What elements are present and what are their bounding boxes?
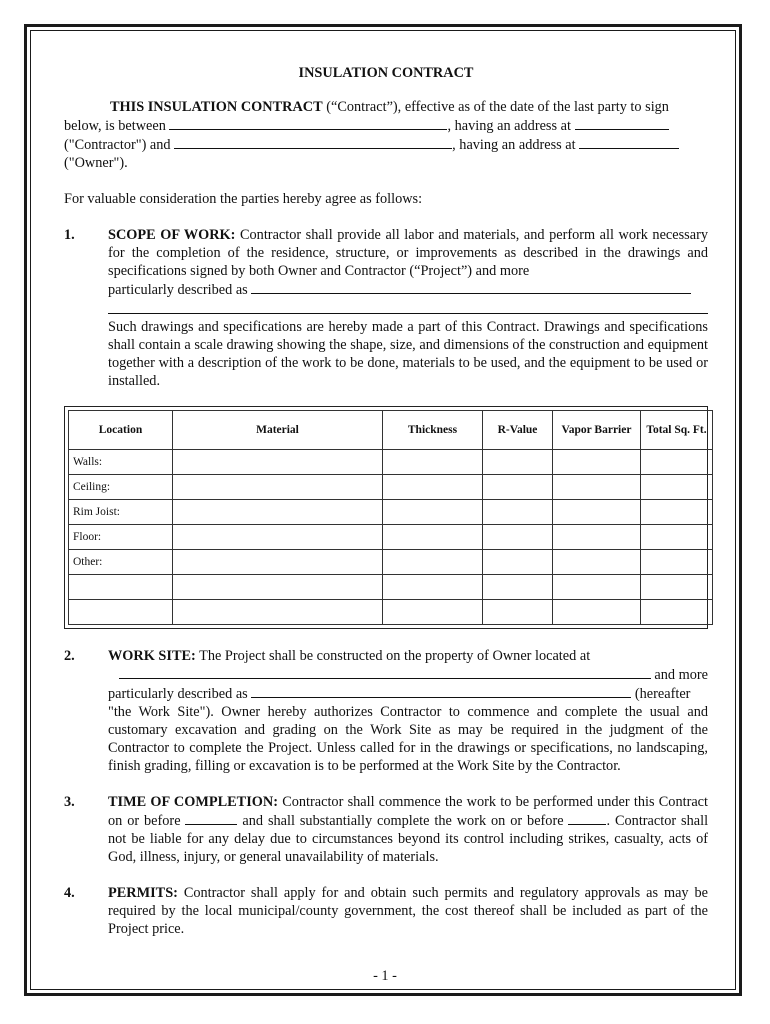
table-row — [69, 525, 713, 550]
intro-line-3 — [64, 135, 708, 154]
table-cell[interactable] — [553, 450, 641, 475]
header-material: Material — [173, 411, 383, 450]
table-row — [69, 600, 713, 625]
section-1-heading: SCOPE OF WORK: — [108, 227, 236, 243]
table-row — [69, 450, 713, 475]
owner-name-blank[interactable] — [174, 135, 452, 149]
table-row — [69, 500, 713, 525]
section-scope-of-work — [64, 226, 708, 390]
header-total-sq-ft: Total Sq. Ft. — [641, 411, 713, 450]
section-1-para2: Such drawings and specifications are hereby made a part of this Contract. Drawings and specifications shall contain a scale drawing showing the shape, size, and dimensions of the construction and equipment together with a description of the work to be done, materials to be used, and the equipment to be used or installed. — [108, 319, 708, 389]
table-cell[interactable] — [173, 475, 383, 500]
table-cell[interactable] — [483, 575, 553, 600]
section-4-text — [108, 884, 708, 938]
table-cell[interactable] — [641, 475, 713, 500]
table-cell[interactable] — [173, 600, 383, 625]
table-cell[interactable] — [483, 525, 553, 550]
work-site-description-blank[interactable] — [251, 684, 631, 698]
section-3-number: 3. — [64, 794, 75, 810]
section-2-hereafter: (hereafter — [634, 686, 691, 702]
section-3-body-a: Contractor shall commence the work to be performed under this Contract on or before — [108, 794, 708, 829]
intro-line-2 — [64, 116, 708, 135]
row-label: Other: — [69, 550, 173, 575]
project-description-blank[interactable] — [251, 280, 691, 294]
header-r-value: R-Value — [483, 411, 553, 450]
section-2-described-label: particularly described as — [108, 686, 248, 702]
table-cell[interactable] — [383, 500, 483, 525]
table-cell[interactable] — [383, 600, 483, 625]
table-cell[interactable] — [483, 500, 553, 525]
header-vapor-barrier: Vapor Barrier — [553, 411, 641, 450]
section-3-text — [108, 793, 708, 866]
work-site-location-blank[interactable] — [119, 665, 651, 679]
intro-line1-rest: (“Contract”), effective as of the date of the last party to sign — [322, 99, 669, 115]
section-4-heading: PERMITS: — [108, 885, 178, 901]
contractor-label: ("Contractor") and — [64, 137, 171, 153]
intro-line-1 — [64, 98, 708, 116]
owner-address-label: , having an address at — [452, 137, 576, 153]
contractor-address-blank[interactable] — [575, 116, 669, 130]
table-cell[interactable] — [641, 450, 713, 475]
table-cell[interactable] — [383, 450, 483, 475]
table-cell[interactable] — [641, 575, 713, 600]
project-description-blank-2[interactable] — [108, 299, 708, 314]
section-3-rest: Contractor shall not be liable for any delay due to circumstances beyond its control including strikes, casualty, acts of God, illness, injury, or general unavailability of materials. — [108, 813, 709, 865]
table-row — [69, 475, 713, 500]
table-cell[interactable] — [553, 475, 641, 500]
section-1-described-line — [108, 280, 708, 299]
section-3-heading: TIME OF COMPLETION: — [108, 794, 278, 810]
section-1-number: 1. — [64, 227, 75, 243]
commence-date-blank[interactable] — [185, 811, 237, 825]
row-label: Floor: — [69, 525, 173, 550]
row-label: Ceiling: — [69, 475, 173, 500]
table-cell[interactable] — [173, 575, 383, 600]
row-label: Walls: — [69, 450, 173, 475]
consideration-text: For valuable consideration the parties hereby agree as follows: — [64, 191, 423, 207]
intro-line-4: ("Owner"). — [64, 155, 128, 171]
table-cell[interactable] — [483, 550, 553, 575]
table-cell[interactable] — [173, 500, 383, 525]
row-label: Rim Joist: — [69, 500, 173, 525]
table-cell[interactable] — [553, 550, 641, 575]
section-2-number: 2. — [64, 648, 75, 664]
table-cell[interactable] — [553, 525, 641, 550]
section-3-period: . — [606, 813, 611, 829]
table-cell[interactable] — [173, 525, 383, 550]
table-cell[interactable] — [553, 500, 641, 525]
page-number: - 1 - — [373, 968, 397, 984]
row-label[interactable] — [69, 575, 173, 600]
section-work-site — [64, 647, 708, 775]
table-cell[interactable] — [553, 575, 641, 600]
section-1-described-label: particularly described as — [108, 282, 248, 298]
section-2-described-line — [108, 684, 708, 703]
completion-date-blank[interactable] — [568, 811, 606, 825]
section-2-and-more: and more — [654, 667, 708, 683]
table-cell[interactable] — [641, 500, 713, 525]
table-cell[interactable] — [173, 450, 383, 475]
section-2-location-line — [108, 665, 708, 684]
section-1-body: Contractor shall provide all labor and materials, and perform all work necessary for the completion of the residence, structure, or improvements as described in the drawings and specifications signed by both Owner and Contractor (“Project”) and more — [108, 227, 708, 279]
section-1-text — [108, 226, 708, 280]
table-cell[interactable] — [383, 475, 483, 500]
section-permits — [64, 884, 708, 938]
table-cell[interactable] — [383, 525, 483, 550]
contractor-address-label: , having an address at — [447, 118, 571, 134]
document-title: INSULATION CONTRACT — [298, 65, 474, 81]
section-2-body: The Project shall be constructed on the property of Owner located at — [199, 648, 591, 664]
table-cell[interactable] — [483, 600, 553, 625]
contractor-name-blank[interactable] — [169, 116, 447, 130]
header-location: Location — [69, 411, 173, 450]
insulation-table — [68, 410, 713, 625]
section-4-body: Contractor shall apply for and obtain such permits and regulatory approvals as may be required by the local municipal/county government, the cost thereof shall be included as part of the Project price. — [108, 885, 708, 937]
table-cell[interactable] — [641, 550, 713, 575]
table-cell[interactable] — [641, 525, 713, 550]
row-label[interactable] — [69, 600, 173, 625]
section-time-of-completion — [64, 793, 708, 866]
section-2-heading: WORK SITE: — [108, 648, 196, 664]
intro-bold-lead: THIS INSULATION CONTRACT — [110, 99, 323, 115]
table-cell[interactable] — [383, 575, 483, 600]
section-2-text — [108, 647, 708, 665]
section-2-rest: "the Work Site"). Owner hereby authorizes Contractor to commence and complete the usual and customary excavation and grading on the Work Site as may be required in the judgment of the Contractor to complete the Project. Unless called for in the drawings or specifications, no landscaping, finish grading, filling or excavation is to be performed at the Work Site by the Contractor. — [108, 704, 708, 774]
document-body — [64, 64, 708, 938]
table-row — [69, 550, 713, 575]
table-cell[interactable] — [383, 550, 483, 575]
intro-between-label: below, is between — [64, 118, 166, 134]
table-cell[interactable] — [483, 450, 553, 475]
table-cell[interactable] — [553, 600, 641, 625]
table-row — [69, 575, 713, 600]
table-cell[interactable] — [483, 475, 553, 500]
table-cell[interactable] — [641, 600, 713, 625]
section-3-body-b: and shall substantially complete the work on or before — [242, 813, 564, 829]
table-header-row — [69, 411, 713, 450]
header-thickness: Thickness — [383, 411, 483, 450]
table-cell[interactable] — [173, 550, 383, 575]
insulation-table-container — [64, 406, 708, 629]
section-4-number: 4. — [64, 885, 75, 901]
owner-address-blank[interactable] — [579, 135, 679, 149]
